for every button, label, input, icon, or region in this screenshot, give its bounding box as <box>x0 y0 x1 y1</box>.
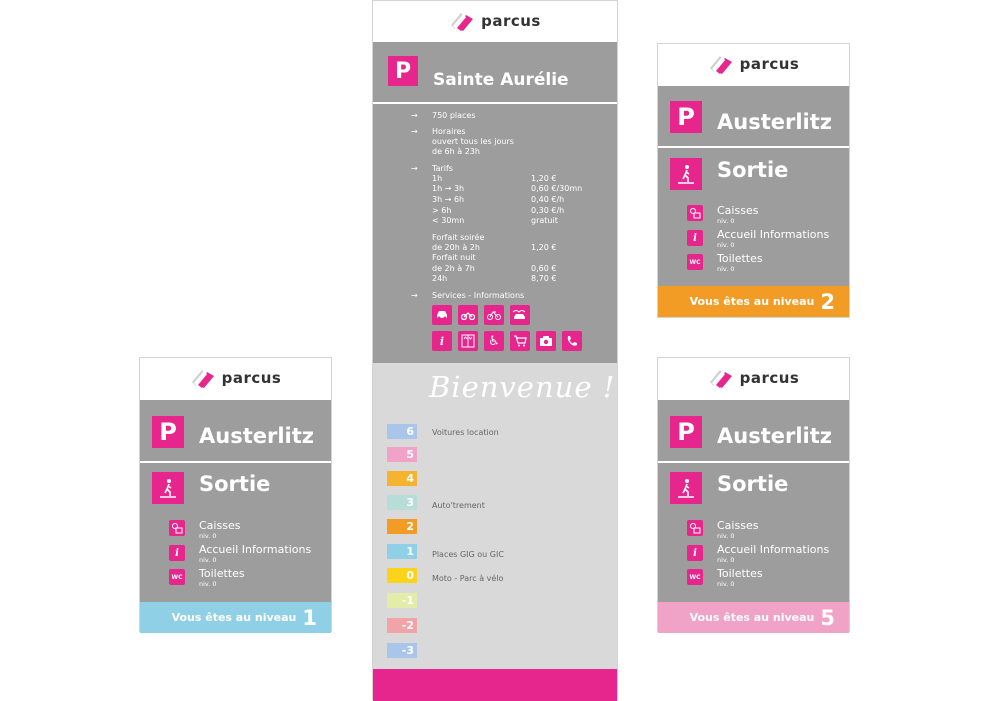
cart-icon <box>510 331 530 351</box>
forfait-nuit-label: de 2h à 7h <box>432 264 475 273</box>
toilettes-label: Toilettes <box>717 252 763 265</box>
tarif-price: gratuit <box>531 216 558 225</box>
horaires-title: Horaires <box>432 127 466 136</box>
accueil-label: Accueil Informations <box>717 543 830 556</box>
level-badge: 2 <box>387 519 417 534</box>
lift-icon <box>458 331 478 351</box>
footer-level-number: 2 <box>820 289 835 314</box>
level-badge: 4 <box>387 471 417 486</box>
sortie-label: Sortie <box>717 158 789 182</box>
logo-text: parcus <box>221 369 282 387</box>
level-label: Places GIG ou GIC <box>432 550 504 559</box>
level-badge: 0 <box>387 568 417 583</box>
level-badge: 3 <box>387 495 417 510</box>
phone-icon <box>562 331 582 351</box>
toilettes-level: niv. 0 <box>717 265 735 273</box>
accueil-level: niv. 0 <box>717 241 735 249</box>
parcus-logo-mark-icon <box>449 9 475 33</box>
caisses-label: Caisses <box>717 519 759 532</box>
p-parking-icon: P <box>388 56 418 86</box>
level-label: Auto'trement <box>432 501 485 510</box>
parcus-logo <box>140 365 331 391</box>
austerlitz-sign-left <box>139 357 332 632</box>
tarif-label: < 30mn <box>432 216 465 225</box>
toilets-icon: WC <box>687 254 703 270</box>
motorbike-icon <box>458 305 478 325</box>
parcus-logo <box>658 51 849 77</box>
accueil-level: niv. 0 <box>717 556 735 564</box>
places-text: 750 places <box>432 111 476 120</box>
pink-footer-band <box>373 669 617 701</box>
caisses-label: Caisses <box>717 204 759 217</box>
caisses-level: niv. 0 <box>717 532 735 540</box>
austerlitz-sign-top-right <box>657 43 850 318</box>
p-parking-icon: P <box>670 416 702 448</box>
level-footer <box>140 602 331 633</box>
level-label: Moto - Parc à vélo <box>432 574 504 583</box>
footer-text: Vous êtes au niveau <box>689 611 815 624</box>
info-icon: i <box>687 545 703 561</box>
forfait-nuit-price: 0,60 € <box>531 264 557 273</box>
accueil-level: niv. 0 <box>199 556 217 564</box>
parcus-logo-mark-icon <box>708 366 734 390</box>
forfait-soiree-label: de 20h à 2h <box>432 243 480 252</box>
title-separator <box>140 461 331 463</box>
logo-text: parcus <box>739 369 800 387</box>
car-park-name: Austerlitz <box>199 424 314 448</box>
tarifs-title: Tarifs <box>432 164 453 173</box>
info-icon: i <box>432 331 452 351</box>
arrow-icon: → <box>411 127 418 136</box>
car-park-name: Austerlitz <box>717 424 832 448</box>
exit-pedestrian-icon <box>670 158 702 190</box>
forfait-nuit-title: Forfait nuit <box>432 253 476 262</box>
p-parking-icon: P <box>152 416 184 448</box>
camera-icon <box>536 331 556 351</box>
tarif-label: 1h <box>432 174 443 183</box>
logo-text: parcus <box>739 55 800 73</box>
level-badge: 6 <box>387 424 417 439</box>
toilettes-label: Toilettes <box>717 567 763 580</box>
cash-desk-icon <box>687 205 703 221</box>
forfait-soiree-price: 1,20 € <box>531 243 557 252</box>
accueil-label: Accueil Informations <box>199 543 312 556</box>
toilettes-level: niv. 0 <box>199 580 217 588</box>
toilets-icon: WC <box>687 569 703 585</box>
level-badge: 1 <box>387 544 417 559</box>
central-totem <box>372 0 618 700</box>
level-label: Voitures location <box>432 428 499 437</box>
sortie-label: Sortie <box>199 472 271 496</box>
footer-level-number: 5 <box>820 605 835 630</box>
austerlitz-sign-bottom-right <box>657 357 850 632</box>
car-park-name: Sainte Aurélie <box>433 70 569 90</box>
car-icon <box>432 305 452 325</box>
info-icon: i <box>169 545 185 561</box>
caisses-level: niv. 0 <box>717 217 735 225</box>
wheelchair-icon: ♿ <box>484 331 504 351</box>
sortie-label: Sortie <box>717 472 789 496</box>
exit-pedestrian-icon <box>670 472 702 504</box>
level-badge: -3 <box>387 643 417 658</box>
accueil-label: Accueil Informations <box>717 228 830 241</box>
tarif-price: 1,20 € <box>531 174 557 183</box>
footer-text: Vous êtes au niveau <box>689 295 815 308</box>
toilettes-label: Toilettes <box>199 567 245 580</box>
toilettes-level: niv. 0 <box>717 580 735 588</box>
level-badge: -1 <box>387 593 417 608</box>
parcus-logo-mark-icon <box>190 366 216 390</box>
forfait-24-price: 8,70 € <box>531 274 557 283</box>
level-footer <box>658 602 849 633</box>
parcus-logo-mark-icon <box>708 52 734 76</box>
horaires-line2: de 6h à 23h <box>432 147 480 156</box>
tarif-price: 0,30 €/h <box>531 206 565 215</box>
tarif-label: 1h → 3h <box>432 184 465 193</box>
forfait-soiree-title: Forfait soirée <box>432 233 485 242</box>
level-footer <box>658 286 849 317</box>
p-parking-icon: P <box>670 101 702 133</box>
tarif-price: 0,60 €/30mn <box>531 184 583 193</box>
level-badge: -2 <box>387 618 417 633</box>
cash-desk-icon <box>687 520 703 536</box>
footer-level-number: 1 <box>302 605 317 630</box>
car-wash-icon <box>510 305 530 325</box>
forfait-24-label: 24h <box>432 274 448 283</box>
bicycle-icon <box>484 305 504 325</box>
toilets-icon: WC <box>169 569 185 585</box>
caisses-label: Caisses <box>199 519 241 532</box>
car-park-name: Austerlitz <box>717 110 832 134</box>
horaires-line1: ouvert tous les jours <box>432 137 514 146</box>
services-title: Services - Informations <box>432 291 525 300</box>
footer-text: Vous êtes au niveau <box>171 611 297 624</box>
parcus-logo <box>658 365 849 391</box>
bienvenue-text: Bienvenue ! <box>429 370 616 404</box>
logo-text: parcus <box>481 12 541 30</box>
tarif-label: > 6h <box>432 206 452 215</box>
title-separator <box>658 461 849 463</box>
cash-desk-icon <box>169 520 185 536</box>
arrow-icon: → <box>411 111 418 120</box>
level-badge: 5 <box>387 447 417 462</box>
exit-pedestrian-icon <box>152 472 184 504</box>
tarif-label: 3h → 6h <box>432 195 465 204</box>
caisses-level: niv. 0 <box>199 532 217 540</box>
arrow-icon: → <box>411 291 418 300</box>
info-icon: i <box>687 230 703 246</box>
parcus-logo <box>373 8 617 34</box>
arrow-icon: → <box>411 164 418 173</box>
title-separator <box>658 146 849 148</box>
tarif-price: 0,40 €/h <box>531 195 565 204</box>
